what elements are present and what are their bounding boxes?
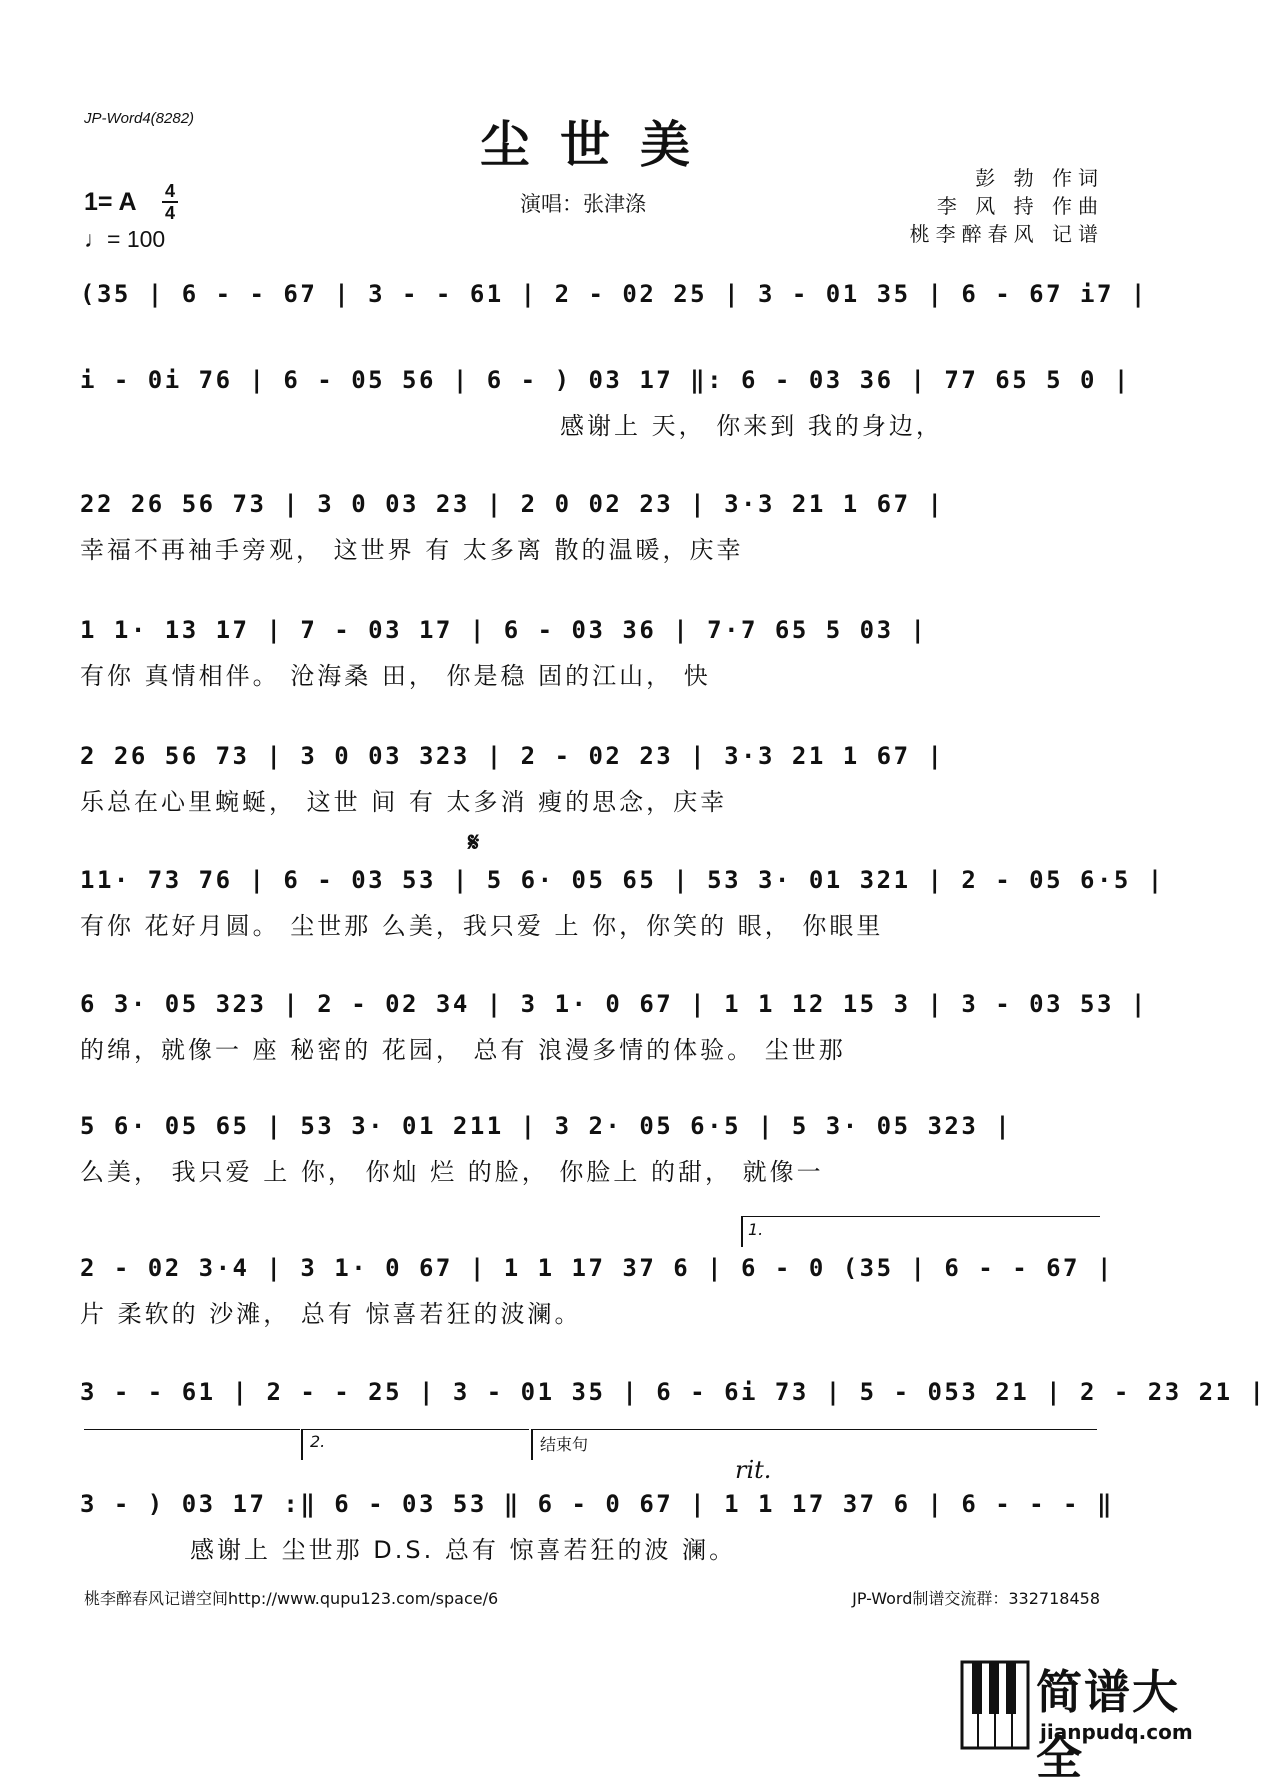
ritardando-mark: rit.	[735, 1456, 772, 1484]
system-9	[80, 1254, 1116, 1334]
lyric-line: 片 柔软的 沙滩， 总有 惊喜若狂的波澜。	[80, 1300, 582, 1328]
notation-line: 22 26 56 73 | 3 0 03 23 | 2 0 02 23 | 3·3 21 1 67 |	[80, 490, 945, 518]
footer-source: 桃李醉春风记谱空间http://www.qupu123.com/space/6	[84, 1589, 499, 1608]
system-4	[80, 616, 1116, 696]
second-ending-label: 2.	[310, 1432, 326, 1451]
coda-ending-label: 结束句	[540, 1435, 589, 1454]
time-top: 4	[164, 181, 175, 201]
notation-line: 3 - ) 03 17 :‖ 6 - 03 53 ‖ 6 - 0 67 | 1 1 17 37 6 | 6 - - - ‖	[80, 1490, 1114, 1518]
singer-credit: 演唱：张津涤	[520, 192, 646, 216]
system-8	[80, 1112, 1116, 1192]
notation-line: 2 - 02 3·4 | 3 1· 0 67 | 1 1 17 37 6 | 6 - 0 (35 | 6 - - 67 |	[80, 1254, 1114, 1282]
key-signature: 1= A	[84, 188, 137, 216]
logo-text: 简谱大全	[1036, 1665, 1180, 1785]
song-title: 尘世美	[480, 115, 720, 174]
system-6	[80, 866, 1165, 946]
first-ending-label: 1.	[748, 1220, 764, 1239]
logo-url: jianpudq.com	[1040, 1720, 1193, 1744]
notation-line: 1 1· 13 17 | 7 - 03 17 | 6 - 03 36 | 7·7 65 5 03 |	[80, 616, 928, 644]
software-version: JP-Word4(8282)	[84, 110, 195, 127]
system-11	[80, 1490, 1116, 1570]
notation-line: 11· 73 76 | 6 - 03 53 | 5 6· 05 65 | 53 3· 01 321 | 2 - 05 6·5 |	[80, 866, 1165, 894]
system-5	[80, 742, 1116, 822]
first-ending-bracket	[741, 1216, 1100, 1247]
lyric-line: 感谢上 尘世那 D.S. 总有 惊喜若狂的波 澜。	[190, 1536, 737, 1564]
credits	[910, 164, 1104, 248]
system-10	[80, 1378, 1266, 1418]
notation-line: 2 26 56 73 | 3 0 03 323 | 2 - 02 23 | 3·3 21 1 67 |	[80, 742, 945, 770]
lyric-line: 有你 真情相伴。 沧海桑 田， 你是稳 固的江山， 快	[80, 662, 711, 690]
second-ending-bracket	[301, 1429, 529, 1460]
lyric-line: 幸福不再袖手旁观， 这世界 有 太多离 散的温暖，庆幸	[80, 536, 744, 564]
notation-line: 5 6· 05 65 | 53 3· 01 211 | 3 2· 05 6·5 | 5 3· 05 323 |	[80, 1112, 1013, 1140]
notation-line: i - 0i 76 | 6 - 05 56 | 6 - ) 03 17 ‖: 6 - 03 36 | 77 65 5 0 |	[80, 366, 1131, 394]
transcriber-credit: 桃李醉春风 记谱	[909, 222, 1104, 246]
piano-keys-icon	[960, 1660, 1030, 1750]
tempo-marking: ♩= 100	[84, 226, 166, 252]
notation-line: (35 | 6 - - 67 | 3 - - 61 | 2 - 02 25 | 3 - 01 35 | 6 - 67 i7 |	[80, 280, 1148, 308]
lyric-line: 么美， 我只爱 上 你， 你灿 烂 的脸， 你脸上 的甜， 就像一	[80, 1158, 824, 1186]
footer-group: JP-Word制谱交流群：332718458	[852, 1589, 1100, 1608]
lyric-line: 乐总在心里蜿蜒， 这世 间 有 太多消 瘦的思念，庆幸	[80, 788, 728, 816]
system-2	[80, 366, 1131, 446]
lyric-line: 有你 花好月圆。 尘世那 么美，我只爱 上 你，你笑的 眼， 你眼里	[80, 912, 884, 940]
lyricist-credit: 彭 勃 作词	[975, 166, 1104, 190]
lyric-line: 感谢上 天， 你来到 我的身边，	[560, 412, 943, 440]
lyric-line: 的绵，就像一 座 秘密的 花园， 总有 浪漫多情的体验。 尘世那	[80, 1036, 846, 1064]
composer-credit: 李 风 持 作曲	[936, 194, 1104, 218]
coda-ending-bracket	[531, 1429, 1097, 1460]
system-3	[80, 490, 1116, 570]
time-bottom: 4	[164, 203, 175, 223]
system-1	[80, 280, 1148, 340]
notation-line: 6 3· 05 323 | 2 - 02 34 | 3 1· 0 67 | 1 1 12 15 3 | 3 - 03 53 |	[80, 990, 1148, 1018]
system-7	[80, 990, 1148, 1070]
repeat-bracket-line	[84, 1429, 300, 1430]
segno-sign: 𝄋	[468, 828, 480, 858]
notation-line: 3 - - 61 | 2 - - 25 | 3 - 01 35 | 6 - 6i 73 | 5 - 053 21 | 2 - 23 21 |	[80, 1378, 1266, 1406]
time-signature	[160, 182, 180, 222]
